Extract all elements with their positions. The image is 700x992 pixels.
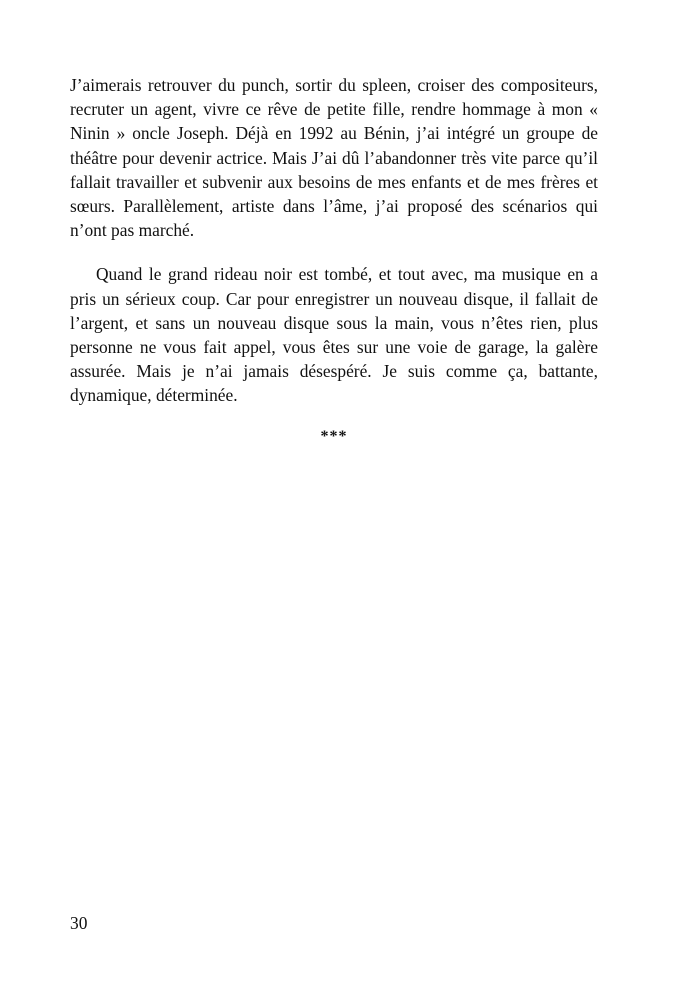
- page-body: [70, 73, 598, 446]
- section-separator: ***: [320, 427, 348, 445]
- page-number: 30: [70, 913, 88, 933]
- paragraph-1: J’aimerais retrouver du punch, sortir du spleen, croiser des compositeurs, recruter un agent, vivre ce rêve de petite fille, rendre hommage à mon « Ninin » oncle Joseph. Déjà en 1992 au Bénin, j’ai intégré un groupe de théâtre pour devenir actrice. Mais J’ai dû l’abandonner très vite parce qu’il fallait travailler et subvenir aux besoins de mes enfants et de mes frères et sœurs. Parallèlement, artiste dans l’âme, j’ai proposé des scénarios qui n’ont pas marché.: [70, 75, 598, 241]
- paragraph-2: Quand le grand rideau noir est tombé, et tout avec, ma musique en a pris un sérieux coup. Car pour enregistrer un nouveau disque, il fallait de l’argent, et sans un nouveau disque sous la main, vous n’êtes rien, plus personne ne vous fait appel, vous êtes sur une voie de garage, la galère assurée. Mais je n’ai jamais désespéré. Je suis comme ça, battante, dynamique, déterminée.: [70, 264, 598, 406]
